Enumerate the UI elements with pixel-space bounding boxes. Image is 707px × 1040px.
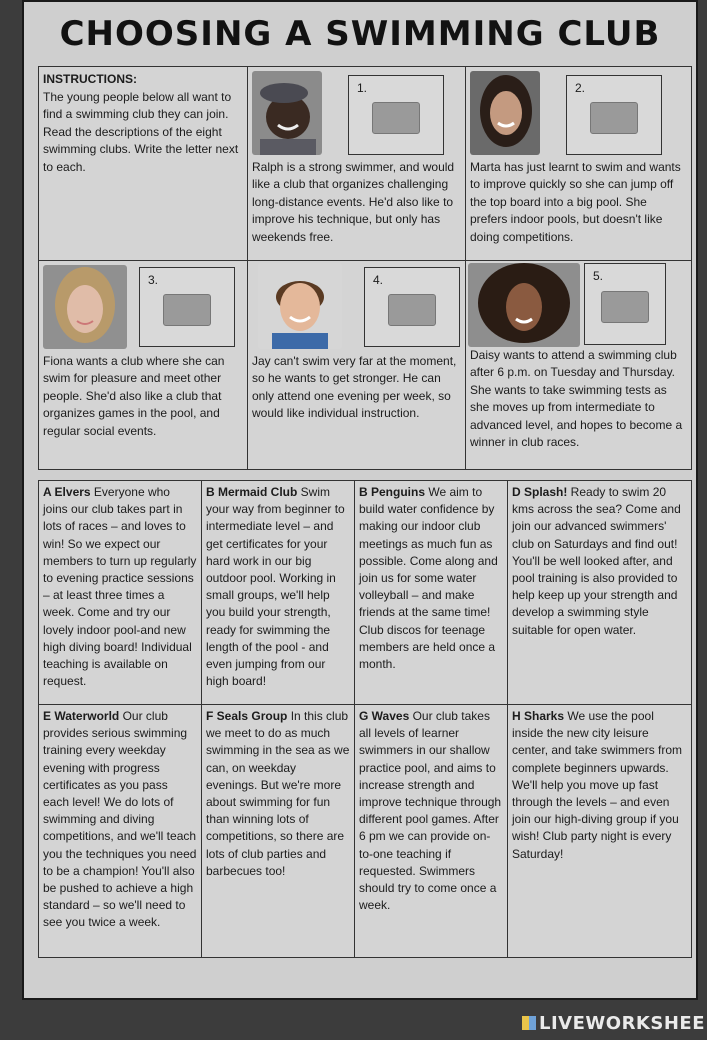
club-name: B Penguins <box>359 485 426 499</box>
answer-box-2 <box>566 75 662 155</box>
answer-input[interactable] <box>163 294 211 326</box>
club-description: Ready to swim 20 kms across the sea? Come and join our advanced swimmers' club on Saturdays and find out! You'll be well looked after, and pool training is also provided to help keep up your strength and develop a swimming style suitable for open water. <box>512 485 681 637</box>
logo-text: LIVEWORKSHEE <box>539 1013 705 1034</box>
club-card-waves <box>355 705 508 957</box>
club-name: A Elvers <box>43 485 91 499</box>
club-name: B Mermaid Club <box>206 485 298 499</box>
club-description: In this club we meet to do as much swimming in the sea as we can, on weekday evenings. But we're more about swimming for fun than winning lots of competitions, so there are lots of club parties and barbecues too! <box>206 709 350 878</box>
person-card-ralph <box>248 67 466 261</box>
club-card-seals <box>202 705 355 957</box>
answer-number: 1. <box>357 81 368 95</box>
person-description: Jay can't swim very far at the moment, so he wants to get stronger. He can only attend one evening per week, so would like individual instruction. <box>252 354 457 421</box>
instructions-heading: INSTRUCTIONS: <box>43 72 137 86</box>
page-title: CHOOSING A SWIMMING CLUB <box>59 14 661 54</box>
jay-photo <box>258 263 342 349</box>
marta-photo <box>470 71 540 155</box>
ralph-photo <box>252 71 322 155</box>
club-card-splash <box>508 481 691 705</box>
instructions-cell <box>39 67 248 261</box>
person-description: Fiona wants a club where she can swim for pleasure and meet other people. She'd also like a club that organizes games in the pool, and regular social events. <box>43 354 225 438</box>
person-card-marta <box>466 67 691 261</box>
answer-box-1 <box>348 75 444 155</box>
liveworksheets-logo-icon <box>522 1016 536 1030</box>
person-card-fiona <box>39 261 248 469</box>
club-name: G Waves <box>359 709 410 723</box>
answer-box-4 <box>364 267 460 347</box>
club-card-mermaid <box>202 481 355 705</box>
answer-number: 4. <box>373 273 384 287</box>
daisy-photo <box>468 263 580 347</box>
club-description: Swim your way from beginner to intermediate level – and get certificates for your hard work in our big outdoor pool. Working in small groups, we'll help you build your strength, ready for swimming the length of the pool - and even jumping from our high board! <box>206 485 345 689</box>
fiona-photo <box>43 265 127 349</box>
person-card-jay <box>248 261 466 469</box>
club-card-penguins <box>355 481 508 705</box>
club-name: D Splash! <box>512 485 568 499</box>
liveworksheets-logo <box>522 1013 705 1034</box>
person-card-daisy <box>466 261 691 469</box>
answer-box-3 <box>139 267 235 347</box>
club-description: We aim to build water confidence by making our indoor club meetings as much fun as possible. Come along and join us for some water volleyball – and make friends at the same time! Club discos for teenage members are held once a month. <box>359 485 498 672</box>
answer-number: 2. <box>575 81 586 95</box>
person-description: Daisy wants to attend a swimming club after 6 p.m. on Tuesday and Thursday. She wants to take swimming tests as she moves up from intermediate to advanced level, and hopes to become a winner in club races. <box>470 348 683 450</box>
worksheet <box>22 0 698 1000</box>
instructions-text: The young people below all want to find a swimming club they can join. Read the descriptions of the eight swimming clubs. Write the letter next to each. <box>43 89 239 174</box>
answer-input[interactable] <box>601 291 649 323</box>
answer-number: 5. <box>593 269 604 283</box>
club-description: Our club provides serious swimming training every weekday evening with progress certificates as you pass each level! We do lots of swimming and diving competitions, and we'll teach you the techniques you need to be a champion! You'll also be pushed to achieve a high standard – so we'll need to see you twice a week. <box>43 709 197 930</box>
person-description: Ralph is a strong swimmer, and would like a club that organizes challenging long-distance events. He'd also like to improve his technique, but only has weekends free. <box>252 160 455 244</box>
people-grid <box>38 66 692 470</box>
answer-input[interactable] <box>372 102 420 134</box>
club-name: H Sharks <box>512 709 565 723</box>
answer-box-5 <box>584 263 666 345</box>
clubs-grid <box>38 480 692 958</box>
club-card-elvers <box>39 481 202 705</box>
club-card-waterworld <box>39 705 202 957</box>
club-description: Everyone who joins our club takes part in lots of races – and loves to win! So we expect our members to turn up regularly to evening practice sessions – at least three times a week. Come and try our lovely indoor pool-and new high diving board! Individual teaching is available on request. <box>43 485 197 689</box>
answer-input[interactable] <box>388 294 436 326</box>
answer-number: 3. <box>148 273 159 287</box>
club-name: E Waterworld <box>43 709 120 723</box>
person-description: Marta has just learnt to swim and wants to improve quickly so she can jump off the top board into a big pool. She prefers indoor pools, but doesn't like doing competitions. <box>470 160 681 244</box>
answer-input[interactable] <box>590 102 638 134</box>
club-description: Our club takes all levels of learner swimmers in our shallow practice pool, and aims to increase strength and improve technique through different pool games. After 6 pm we can provide on-to-one teaching if requested. Swimmers should try to come once a week. <box>359 709 502 913</box>
club-card-sharks <box>508 705 691 957</box>
club-description: We use the pool inside the new city leisure center, and take swimmers from complete beginners upwards. We'll help you move up fast through the levels – and even join our high-diving group if you wish! Club party night is every Saturday! <box>512 709 683 861</box>
club-name: F Seals Group <box>206 709 288 723</box>
